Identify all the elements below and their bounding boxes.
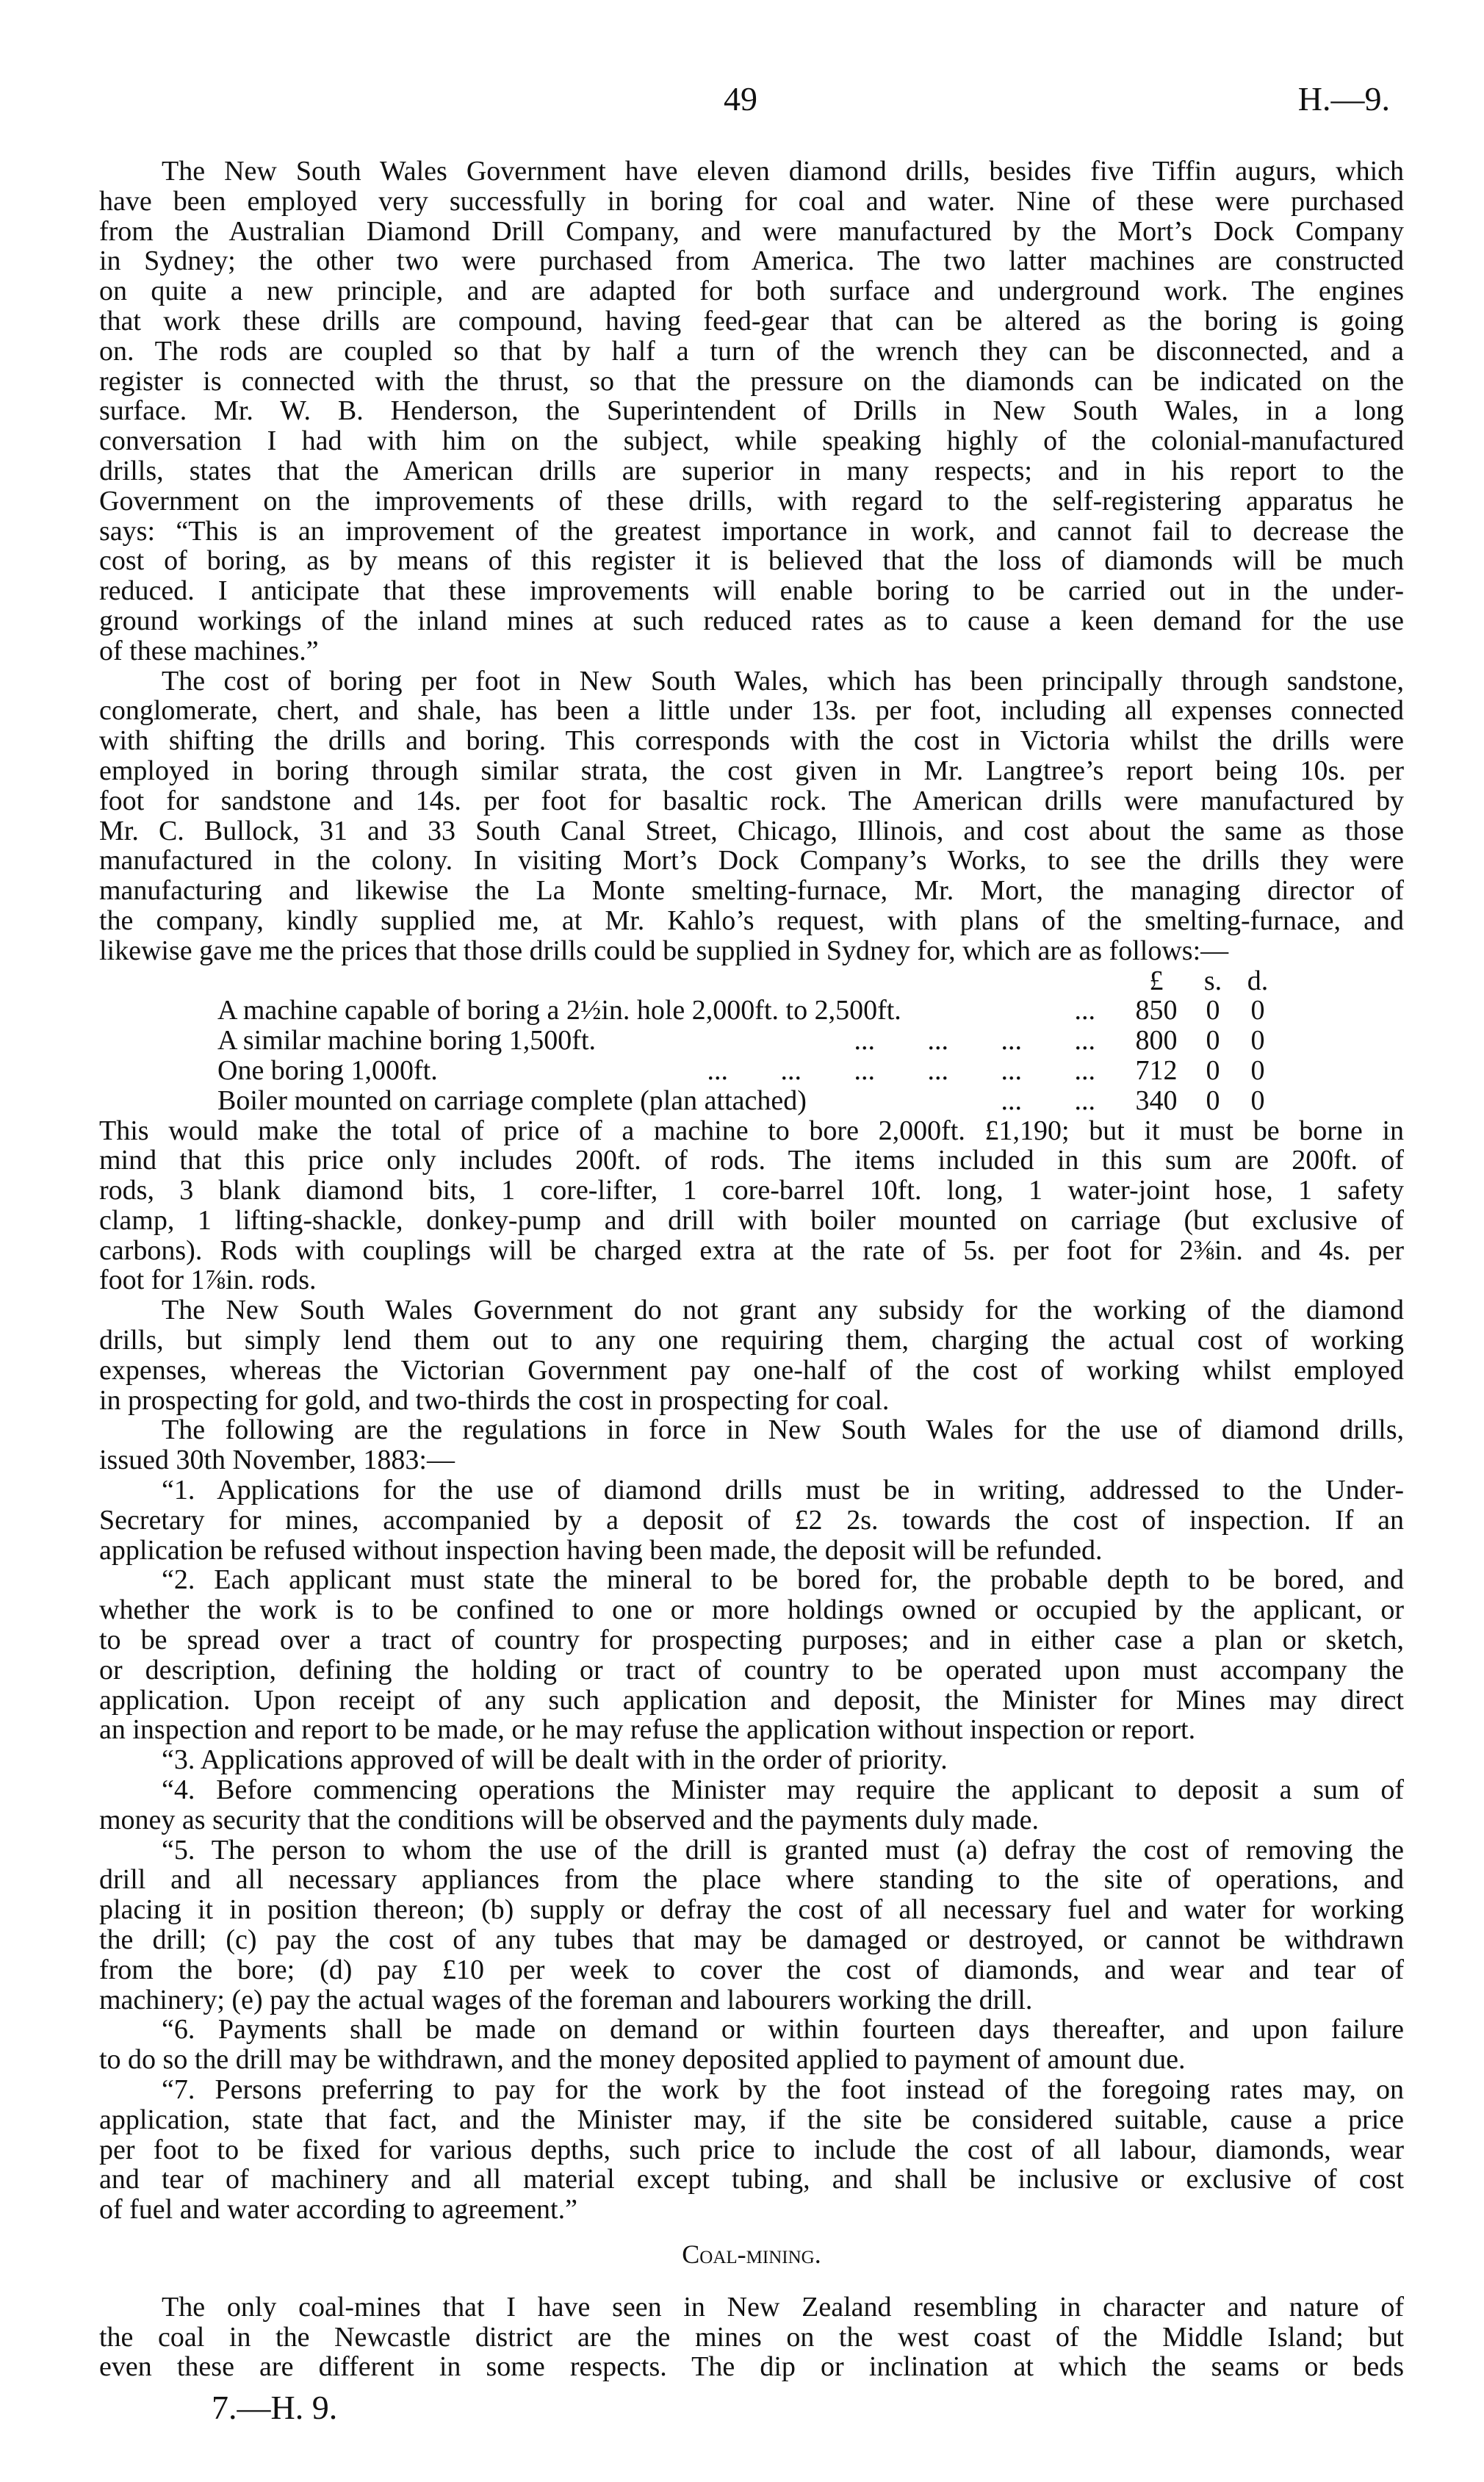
- text-line: from the Australian Diamond Drill Company, and were manufactured by the Mort’s Dock Company: [99, 216, 1404, 247]
- text-after-table: [99, 1116, 1404, 2225]
- paragraph: [99, 1116, 1404, 1296]
- paragraph: [99, 1475, 1404, 1565]
- item-label: A machine capable of boring a 2½in. hole 2,000ft. to 2,500ft.: [217, 995, 901, 1026]
- text-line: employed in boring through similar strata, the cost given in Mr. Langtree’s report being 10s. per: [99, 755, 1404, 786]
- text-line: per foot to be fixed for various depths, such price to include the cost of all labour, diamonds, wear: [99, 2134, 1404, 2165]
- text-line: have been employed very successfully in boring for coal and water. Nine of these were purchased: [99, 186, 1404, 217]
- text-before-table: [99, 157, 1404, 966]
- leader-dots: ... ... ... ... ... ...: [707, 1054, 1095, 1086]
- price-table: [99, 966, 1404, 1116]
- text-line: machinery; (e) pay the actual wages of the foreman and labourers working the drill.: [99, 1985, 1033, 2015]
- section-heading-coal-mining: Coal-mining.: [682, 2239, 821, 2269]
- amount-pounds: 340: [1135, 1084, 1178, 1116]
- text-line: drills, but simply lend them out to any one requiring them, charging the actual cost of working: [99, 1325, 1404, 1356]
- paragraph: [99, 1835, 1404, 2015]
- paragraph: [99, 1565, 1404, 1745]
- text-line: manufactured in the colony. In visiting Mort’s Dock Company’s Works, to see the drills they were: [99, 846, 1404, 877]
- text-line: Government on the improvements of these drills, with regard to the self-registering apparatus he: [99, 486, 1404, 517]
- text-line: “1. Applications for the use of diamond drills must be in writing, addressed to the Under-: [162, 1475, 1404, 1506]
- text-line: or description, defining the holding or tract of country to be operated upon must accompany the: [99, 1655, 1404, 1686]
- text-line: says: “This is an improvement of the greatest importance in work, and cannot fail to decrease the: [99, 516, 1404, 547]
- text-line: the drill; (c) pay the cost of any tubes that may be damaged or destroyed, or cannot be withdrawn: [99, 1925, 1404, 1955]
- text-line: in prospecting for gold, and two-thirds the cost in prospecting for coal.: [99, 1385, 890, 1416]
- amount-pounds: 712: [1135, 1054, 1178, 1086]
- text-line: carbons). Rods with couplings will be charged extra at the rate of 5s. per foot for 2⅜in. and 4s. per: [99, 1235, 1404, 1266]
- amount-pounds: 850: [1135, 995, 1178, 1026]
- text-line: reduced. I anticipate that these improvements will enable boring to be carried out in the under-: [99, 576, 1404, 606]
- paragraph: [99, 157, 1404, 666]
- text-line: The New South Wales Government have eleven diamond drills, besides five Tiffin augurs, which: [162, 157, 1404, 187]
- text-line: from the bore; (d) pay £10 per week to cover the cost of diamonds, and wear and tear of: [99, 1954, 1404, 1985]
- text-line: The following are the regulations in force in New South Wales for the use of diamond drills,: [162, 1415, 1404, 1446]
- amount-shillings: 0: [1206, 995, 1220, 1026]
- text-line: application, state that fact, and the Minister may, if the site be considered suitable, cause a price: [99, 2104, 1404, 2135]
- text-line: to be spread over a tract of country for prospecting purposes; and in either case a plan or sketch,: [99, 1625, 1404, 1655]
- paper-reference: H.—9.: [1297, 80, 1390, 118]
- text-line: clamp, 1 lifting-shackle, donkey-pump and drill with boiler mounted on carriage (but exclusive of: [99, 1205, 1404, 1236]
- amount-pence: 0: [1250, 1054, 1265, 1086]
- text-line: whether the work is to be confined to one or more holdings owned or occupied by the applicant, or: [99, 1595, 1404, 1626]
- text-line: “4. Before commencing operations the Minister may require the applicant to deposit a sum of: [162, 1775, 1404, 1805]
- text-line: on quite a new principle, and are adapted for both surface and underground work. The engines: [99, 276, 1404, 306]
- text-line: likewise gave me the prices that those drills could be supplied in Sydney for, which are as follows:—: [99, 935, 1229, 966]
- paragraph: [99, 2075, 1404, 2225]
- leader-dots: ... ...: [1001, 1084, 1095, 1116]
- text-line: placing it in position thereon; (b) supply or defray the cost of all necessary fuel and water for working: [99, 1895, 1404, 1926]
- text-line: “7. Persons preferring to pay for the work by the foot instead of the foregoing rates may, on: [162, 2075, 1404, 2105]
- amount-pounds: 800: [1135, 1025, 1178, 1057]
- text-line: to do so the drill may be withdrawn, and the money deposited applied to payment of amount due.: [99, 2045, 1186, 2075]
- text-line: foot for 1⅞in. rods.: [99, 1265, 317, 1296]
- price-table-row: [99, 1056, 1404, 1086]
- amount-shillings: 0: [1206, 1054, 1220, 1086]
- price-table-row: [99, 1026, 1404, 1056]
- text-line: in Sydney; the other two were purchased from America. The two latter machines are constructed: [99, 246, 1404, 277]
- text-line: drills, states that the American drills are superior in many respects; and in his report to the: [99, 456, 1404, 486]
- text-line: on. The rods are coupled so that by half a turn of the wrench they can be disconnected, and a: [99, 336, 1404, 367]
- leader-dots: ... ... ... ...: [854, 1025, 1095, 1057]
- text-line: “3. Applications approved of will be dealt with in the order of priority.: [162, 1745, 948, 1776]
- text-line: “2. Each applicant must state the mineral to be bored for, the probable depth to be bored, and: [162, 1565, 1404, 1596]
- text-line: conglomerate, chert, and shale, has been a little under 13s. per foot, including all expenses connected: [99, 696, 1404, 727]
- coal-mining-section: [99, 2292, 1404, 2382]
- text-line: manufacturing and likewise the La Monte smelting-furnace, Mr. Mort, the managing director of: [99, 876, 1404, 906]
- text-line: surface. Mr. W. B. Henderson, the Superintendent of Drills in New South Wales, in a long: [99, 396, 1404, 427]
- item-label: A similar machine boring 1,500ft.: [217, 1025, 597, 1057]
- text-line: The New South Wales Government do not grant any subsidy for the working of the diamond: [162, 1295, 1404, 1326]
- paragraph: [99, 666, 1404, 966]
- text-line: “5. The person to whom the use of the drill is granted must (a) defray the cost of removing the: [162, 1835, 1404, 1866]
- paragraph: [99, 1295, 1404, 1415]
- price-table-row: [99, 996, 1404, 1026]
- document-body: [99, 157, 1404, 2382]
- text-line: issued 30th November, 1883:—: [99, 1445, 455, 1476]
- text-line: This would make the total of price of a machine to bore 2,000ft. £1,190; but it must be borne in: [99, 1115, 1404, 1146]
- text-line: register is connected with the thrust, so that the pressure on the diamonds can be indicated on the: [99, 366, 1404, 397]
- text-line: and tear of machinery and all material except tubing, and shall be inclusive or exclusive of cost: [99, 2165, 1404, 2195]
- price-table-row: [99, 1086, 1404, 1116]
- amount-pence: 0: [1250, 1084, 1265, 1116]
- paragraph: [99, 2015, 1404, 2075]
- text-line: of fuel and water according to agreement.”: [99, 2195, 577, 2225]
- amount-pence: 0: [1250, 995, 1265, 1026]
- item-label: One boring 1,000ft.: [217, 1054, 438, 1086]
- text-line: with shifting the drills and boring. This corresponds with the cost in Victoria whilst the drills were: [99, 726, 1404, 756]
- header-shillings: s.: [1203, 965, 1222, 996]
- text-line: expenses, whereas the Victorian Government pay one-half of the cost of working whilst employed: [99, 1355, 1404, 1386]
- amount-pence: 0: [1250, 1025, 1265, 1057]
- text-line: “6. Payments shall be made on demand or within fourteen days thereafter, and upon failure: [162, 2015, 1404, 2046]
- text-line: ground workings of the inland mines at such reduced rates as to cause a keen demand for the use: [99, 605, 1404, 636]
- leader-dots: ...: [1074, 995, 1095, 1026]
- text-line: foot for sandstone and 14s. per foot for basaltic rock. The American drills were manufactured by: [99, 785, 1404, 816]
- paragraph: [99, 2292, 1404, 2382]
- text-line: rods, 3 blank diamond bits, 1 core-lifter, 1 core-barrel 10ft. long, 1 water-joint hose, 1 safety: [99, 1176, 1404, 1206]
- text-line: Secretary for mines, accompanied by a deposit of £2 2s. towards the cost of inspection. If an: [99, 1505, 1404, 1536]
- header-pence: d.: [1247, 965, 1269, 996]
- amount-shillings: 0: [1206, 1025, 1220, 1057]
- paragraph: [99, 1415, 1404, 1475]
- text-line: Mr. C. Bullock, 31 and 33 South Canal Street, Chicago, Illinois, and cost about the same as those: [99, 816, 1404, 846]
- text-line: conversation I had with him on the subject, while speaking highly of the colonial-manufactured: [99, 426, 1404, 456]
- text-line: The cost of boring per foot in New South Wales, which has been principally through sandstone,: [162, 666, 1404, 697]
- text-line: application be refused without inspection having been made, the deposit will be refunded.: [99, 1535, 1103, 1566]
- text-line: application. Upon receipt of any such application and deposit, the Minister for Mines may direct: [99, 1685, 1404, 1716]
- amount-shillings: 0: [1206, 1084, 1220, 1116]
- text-line: an inspection and report to be made, or he may refuse the application without inspection or report.: [99, 1715, 1196, 1746]
- text-line: money as security that the conditions will be observed and the payments duly made.: [99, 1805, 1040, 1835]
- text-line: The only coal-mines that I have seen in New Zealand resembling in character and nature of: [162, 2292, 1404, 2323]
- text-line: cost of boring, as by means of this register it is believed that the loss of diamonds will be much: [99, 546, 1404, 577]
- text-line: that work these drills are compound, having feed-gear that can be altered as the boring is going: [99, 306, 1404, 337]
- paragraph: [99, 1775, 1404, 1835]
- paragraph: [99, 1745, 1404, 1775]
- text-line: the coal in the Newcastle district are the mines on the west coast of the Middle Island; but: [99, 2322, 1404, 2353]
- price-table-header: [99, 966, 1404, 996]
- header-pounds: £: [1149, 965, 1164, 996]
- text-line: drill and all necessary appliances from the place where standing to the site of operations, and: [99, 1865, 1404, 1896]
- text-line: even these are different in some respects. The dip or inclination at which the seams or beds: [99, 2352, 1404, 2383]
- text-line: the company, kindly supplied me, at Mr. Kahlo’s request, with plans of the smelting-furnace, and: [99, 905, 1404, 936]
- page-number: 49: [724, 80, 757, 118]
- item-label: Boiler mounted on carriage complete (plan attached): [217, 1084, 807, 1116]
- text-line: of these machines.”: [99, 636, 319, 666]
- text-line: mind that this price only includes 200ft. of rods. The items included in this sum are 200ft. of: [99, 1145, 1404, 1176]
- signature-mark: 7.—H. 9.: [212, 2389, 338, 2426]
